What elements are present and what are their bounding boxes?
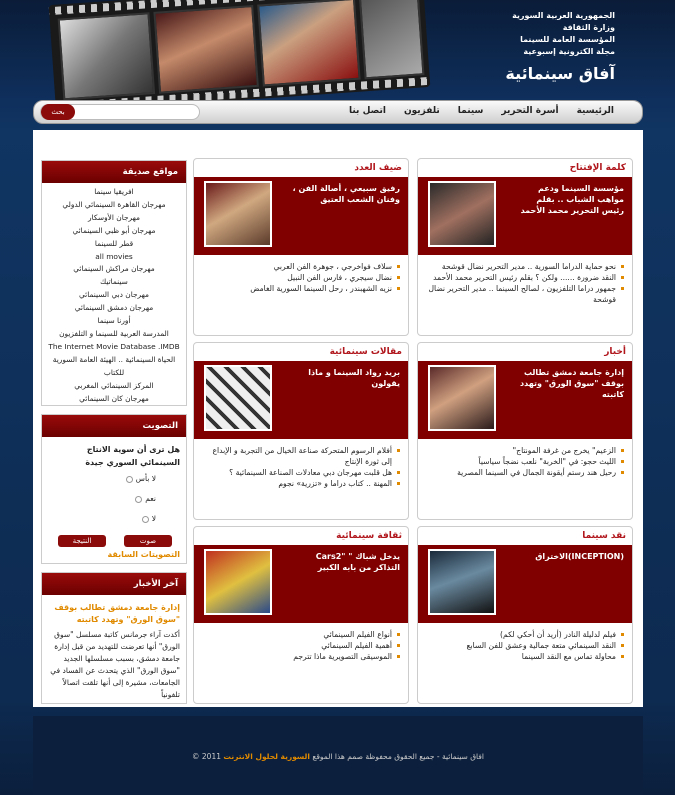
featured-image[interactable] — [428, 365, 496, 431]
box-title: التصويت — [42, 415, 186, 437]
friend-link[interactable]: مهرجان أبو ظبي السينمائي — [72, 225, 156, 235]
latest-news-headline[interactable]: إدارة جامعة دمشق تطالب بوقف "سوق الورق" وتهدد كاتبته — [54, 603, 180, 624]
radio-button[interactable] — [135, 496, 142, 503]
list-item[interactable]: (أريد أن أحكي لكم) فيلم لدليلة النادر — [428, 629, 624, 640]
friend-link[interactable]: افريقيا سينما — [94, 187, 134, 196]
list-item[interactable]: أنواع الفيلم السينمائي — [204, 629, 400, 640]
panel-title[interactable]: نقد سينما — [582, 531, 626, 541]
poll-option[interactable] — [42, 469, 186, 489]
latest-news-body: أكدت آراء جرمانس كاتبة مسلسل "سوق الورق" أنها تعرضت للتهديد من قبل إدارة جامعة دمشق، بسبب مسلسلها الجديد "سوق الورق" الذي يتحدث عن الفساد في الجامعات، مشيرة إلى أنها تلقت اتصالاً تلفونياً — [50, 630, 180, 699]
ministry-line: المؤسسة العامة للسينما — [520, 35, 615, 44]
friend-link[interactable]: all movies — [95, 251, 133, 261]
friend-link[interactable]: مهرجان دمشق السينمائي — [74, 303, 154, 313]
friend-link[interactable]: قطر للسينما — [94, 238, 134, 248]
list-item[interactable]: المهنة .. كتاب دراما و «تزرية» نجوم — [204, 478, 400, 489]
vote-button[interactable]: صوت — [124, 535, 172, 547]
panel-criticism — [417, 526, 633, 704]
nav-item-tv[interactable]: تلفزيون — [403, 106, 440, 116]
featured-image[interactable] — [204, 549, 272, 615]
list-item[interactable]: جمهور دراما التلفزيون ، لصالح السينما .. مدير التحرير نضال قوشحة — [428, 283, 624, 305]
nav-item-editorial[interactable]: أسرة التحرير — [501, 106, 559, 116]
list-item[interactable]: النقد ضرورة ...... ولكن ؟ بقلم رئيس التحرير محمد الأحمد — [428, 272, 624, 283]
ministry-line: الجمهورية العربية السورية — [512, 11, 615, 20]
panel-opening — [417, 158, 633, 336]
search-button[interactable]: بحث — [41, 104, 75, 120]
poll-option[interactable] — [42, 489, 186, 509]
featured-text[interactable]: رفيق سبيعي ، أصالة الفن ، وفنان الشعب العتيق — [292, 184, 400, 204]
friend-link[interactable]: سينماتيك — [100, 277, 128, 287]
featured-image[interactable] — [428, 549, 496, 615]
featured-block[interactable] — [194, 361, 408, 439]
content-area — [33, 130, 643, 707]
copyright — [33, 752, 643, 761]
panel-title[interactable]: أخبار — [604, 347, 626, 357]
list-item[interactable]: الموسيقى التصويرية ماذا تترجم — [204, 651, 400, 662]
panel-title[interactable]: ضيف العدد — [354, 163, 402, 173]
poll-option-label: لا بأس — [135, 474, 156, 483]
list-item[interactable]: أهمية الفيلم السينمائي — [204, 640, 400, 651]
box-title: مواقع صديقة — [42, 161, 186, 183]
friend-link[interactable]: المركز السينمائي المغربي — [74, 380, 154, 390]
friend-link[interactable]: المدرسة العربية للسينما و التلفزيون — [59, 328, 169, 338]
list-item[interactable]: نضال سيجري ، فارس الفن النبيل — [204, 272, 400, 283]
panel-articles — [193, 342, 409, 520]
poll-option[interactable] — [42, 509, 186, 529]
header — [0, 0, 675, 100]
radio-button[interactable] — [126, 476, 133, 483]
panel-culture — [193, 526, 409, 704]
friend-link[interactable]: مهرجان الأوسكار — [88, 212, 140, 222]
poll-option-label: نعم — [145, 494, 156, 503]
search-input[interactable] — [40, 104, 200, 120]
footer — [33, 716, 643, 795]
friend-link[interactable]: للكتاب — [103, 367, 125, 377]
featured-block[interactable] — [418, 545, 632, 623]
featured-image[interactable] — [204, 181, 272, 247]
featured-text[interactable]: Cars2" " يدخل شباك التذاكر من بابه الكبير — [315, 552, 400, 572]
header-filmstrip — [49, 0, 431, 100]
header-photo — [153, 5, 258, 94]
list-item[interactable]: سلاف فواخرجي ، جوهرة الفن العربي — [204, 261, 400, 272]
list-item[interactable]: نحو حماية الدراما السورية .. مدير التحرير نضال قوشحة — [428, 261, 624, 272]
friend-link[interactable]: الحياة السينمائية .. الهيئة العامة السورية — [52, 354, 176, 364]
featured-text[interactable]: الاختراق(INCEPTION) — [535, 552, 624, 561]
header-photo — [359, 0, 425, 79]
list-item[interactable]: رحيل هند رستم أيقونة الجمال في السينما المصرية — [428, 467, 624, 478]
latest-news-box — [41, 572, 187, 704]
featured-block[interactable] — [194, 545, 408, 623]
friends-sites-box — [41, 160, 187, 406]
list-item[interactable]: الليث حجو: في "الخربة" نلعب نضجاً سياسياً — [428, 456, 624, 467]
list-item[interactable]: محاولة تماس مع النقد السينما — [428, 651, 624, 662]
panel-title[interactable]: ثقافة سينمائية — [336, 531, 402, 541]
friend-link[interactable]: مهرجان مراكش السينمائي — [73, 264, 155, 274]
featured-block[interactable] — [418, 361, 632, 439]
list-item[interactable]: نزيه الشهبندر ، رحل السينما السورية الغامض — [204, 283, 400, 294]
header-photo — [58, 12, 155, 100]
previous-polls-link[interactable]: التصويتات السابقة — [107, 550, 180, 559]
panel-news — [417, 342, 633, 520]
nav-item-cinema[interactable]: سينما — [457, 106, 484, 116]
list-item[interactable]: هل قلبت مهرجان دبي معادلات الصناعة السينمائية ؟ — [204, 467, 400, 478]
ministry-line: وزارة الثقافة — [562, 23, 615, 32]
panel-title[interactable]: كلمة الإفتتاح — [569, 163, 626, 173]
list-item[interactable]: أفلام الرسوم المتحركة صناعة الخيال من التجربة و الإبداع إلى ثورة الإنتاج — [204, 445, 400, 467]
nav-item-home[interactable]: الرئيسية — [576, 106, 614, 116]
ministry-lines — [512, 10, 615, 58]
poll-question: هل ترى أن سوية الانتاج السينمائي السوري جيدة — [85, 445, 180, 467]
copyright-text: © 2011 افاق سينمائية - جميع الحقوق محفوظة صمم هذا الموقع — [192, 752, 484, 761]
featured-image[interactable] — [428, 181, 496, 247]
featured-text[interactable]: إدارة جامعة دمشق تطالب بوقف "سوق الورق" وتهدد كاتبته — [519, 368, 624, 399]
poll-box — [41, 414, 187, 564]
nav-item-contact[interactable]: اتصل بنا — [349, 106, 386, 116]
featured-image[interactable] — [204, 365, 272, 431]
panel-title[interactable]: مقالات سينمائية — [329, 347, 402, 357]
panel-guest — [193, 158, 409, 336]
list-item[interactable]: النقد السينمائي متعة جمالية وعشق للفن السابع — [428, 640, 624, 651]
friend-link[interactable]: مهرجان القاهرة السينمائي الدولي — [62, 199, 166, 209]
featured-text[interactable]: مؤسسة السينما ودعم مواهب الشباب .. بقلم رئيس التحرير محمد الأحمد — [520, 184, 624, 215]
friend-link[interactable]: أورنا سينما — [97, 316, 131, 326]
radio-button[interactable] — [142, 516, 149, 523]
box-title: آخر الأخبار — [42, 573, 186, 595]
friend-link[interactable]: مهرجان كان السينمائي — [79, 393, 149, 403]
friend-link[interactable]: The Internet Movie Database .IMDB — [48, 341, 180, 351]
main-nav — [33, 100, 643, 124]
poll-option-label: لا — [151, 514, 156, 523]
site-logo-title[interactable]: آفاق سينمائية — [505, 64, 615, 83]
header-photo — [257, 0, 360, 86]
featured-block[interactable] — [418, 177, 632, 255]
ministry-line: مجلة الكترونية إسبوعية — [523, 47, 615, 56]
designer-link[interactable]: السورية لحلول الانترنت — [223, 752, 310, 761]
featured-block[interactable] — [194, 177, 408, 255]
friend-link[interactable]: مهرجان دبي السينمائي — [79, 290, 149, 300]
featured-text[interactable]: بريد رواد السينما و ماذا يقولون — [308, 368, 400, 388]
results-button[interactable]: النتيجة — [58, 535, 106, 547]
list-item[interactable]: "الزعيم" يخرج من غرفة المونتاج — [428, 445, 624, 456]
